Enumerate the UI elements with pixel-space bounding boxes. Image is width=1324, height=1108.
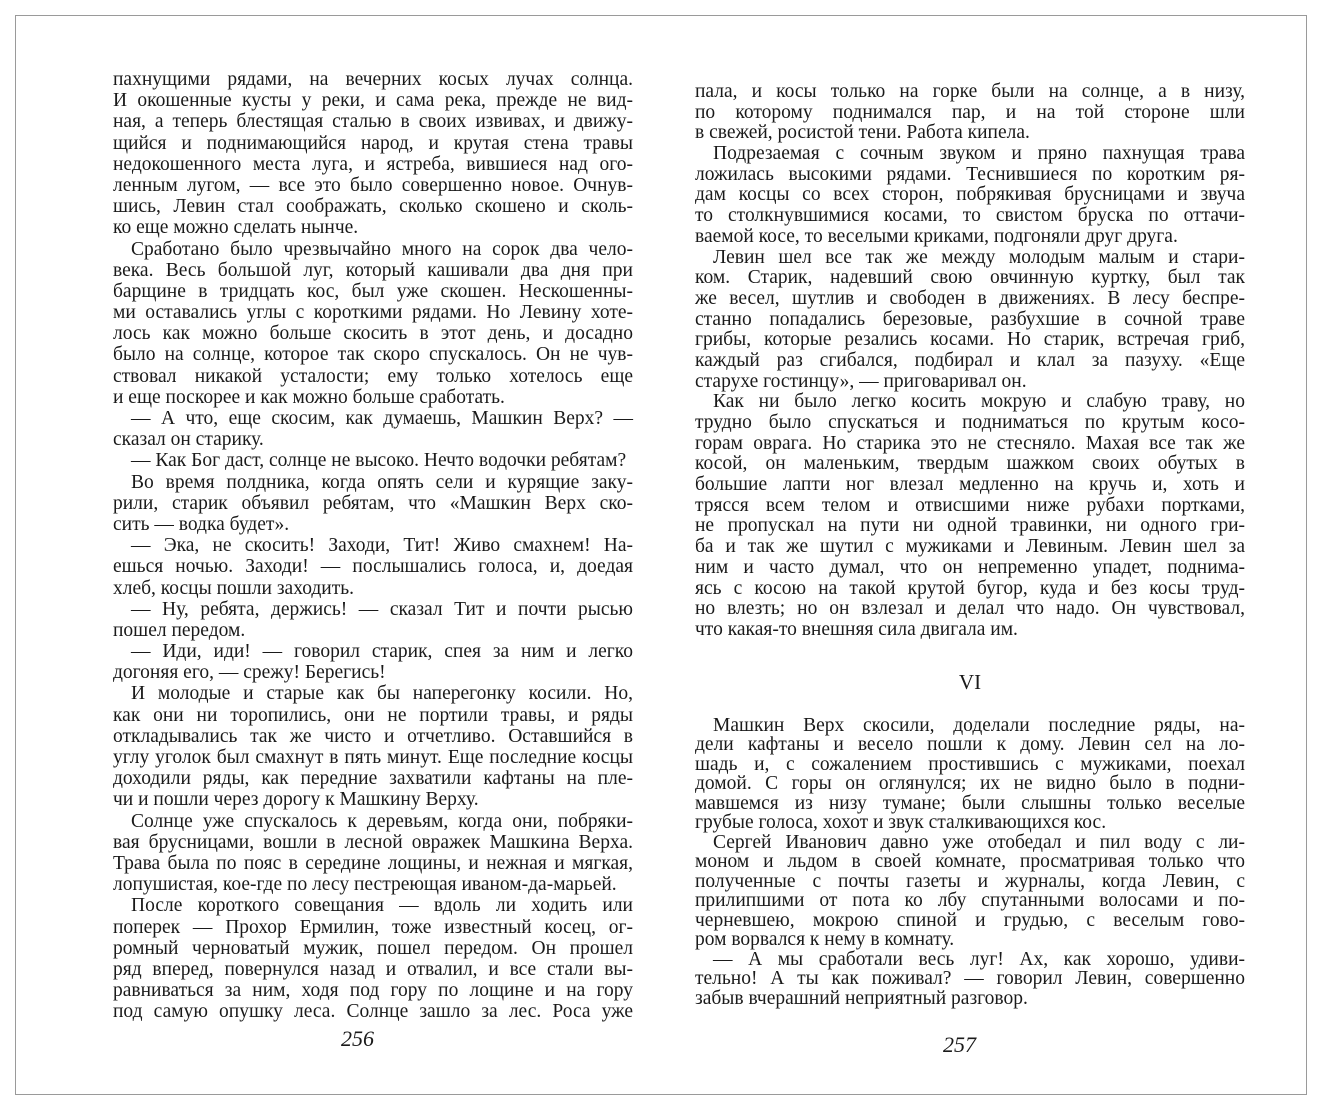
paragraph (695, 392, 1245, 640)
text-line: но влезть; но он взлезал и делал что надо. Он чувствовал, (695, 598, 1245, 620)
text-line: забыв вчерашний неприятный разговор. (695, 987, 1028, 1009)
text-line: — А что, еще скосим, как думаешь, Машкин Верх? — (131, 408, 633, 429)
text-line: углу уголок был смахнут в пять минут. Еще последние косцы (113, 747, 633, 768)
page-number-right: 257 (943, 1032, 976, 1057)
text-line: Солнце уже спускалось к деревьям, когда они, побряки- (131, 810, 633, 832)
paragraph (113, 450, 633, 471)
text-line: После короткого совещания — вдоль ли ходить или (131, 895, 633, 917)
text-line: домой. С горы он оглянулся; их не видно было в подни- (695, 773, 1245, 795)
text-line: Как ни было легко косить мокрую и слабую траву, но (713, 391, 1245, 413)
text-line: мавшемся из низу тумане; были слышны только веселые (695, 792, 1245, 814)
paragraph (113, 408, 633, 450)
paragraph (695, 82, 1245, 144)
text-line: — А мы сработали весь луг! Ах, как хорошо, удиви- (713, 948, 1245, 970)
paragraph (695, 833, 1245, 950)
text-line: станно попадались березовые, разбухшие в сочной траве (695, 308, 1245, 330)
text-line: было на солнце, которое так скоро спускалось. Он не чув- (113, 344, 633, 366)
text-line: трудно было спускаться и подниматься по крутым косо- (695, 412, 1245, 433)
text-line: ложилась высокими рядами. Теснившиеся по коротким ря- (695, 163, 1245, 185)
text-line: дели кафтаны и весело пошли к дому. Левин сел на ло- (695, 734, 1245, 756)
paragraph (695, 950, 1245, 1009)
text-line: ваемой косе, то веселыми криками, подгоняли друг друга. (695, 225, 1178, 247)
paragraph (113, 895, 633, 1022)
text-line: откладывались так же чисто и отчетливо. Оставшийся в (113, 725, 633, 747)
text-line: — Эка, не скосить! Заходи, Тит! Живо смахнем! На- (131, 535, 633, 557)
paragraph (113, 641, 633, 683)
text-line: И окошенные кусты у реки, и сама река, прежде не вид- (113, 90, 633, 112)
text-line: — Иди, иди! — говорил старик, спея за ним и легко (131, 641, 633, 663)
text-line: поперек — Прохор Ермилин, тоже известный косец, ог- (113, 916, 633, 938)
text-line: равниваться за ним, ходя под гору по лощине и на гору (113, 980, 633, 1002)
text-line: чи и пошли через дорогу к Машкину Верху. (113, 789, 479, 811)
text-line: что какая-то внешняя сила двигала им. (695, 618, 1018, 640)
text-line: ромный черноватый мужик, пошел передом. Он прошел (113, 937, 633, 959)
paragraph (113, 472, 633, 536)
text-line: же весел, шутлив и свободен в движениях. В лесу беспре- (695, 287, 1245, 309)
text-line: старухе гостинцу», — приговаривал он. (695, 370, 1027, 392)
paragraph (113, 535, 633, 599)
paragraph (113, 683, 633, 810)
text-line: шадь и, с сожалением простившись с мужиками, поехал (695, 753, 1245, 775)
text-line: ми оставались углы с короткими рядами. Но Левину хоте- (113, 302, 633, 324)
text-line: века. Весь большой луг, который кашивали два дня при (113, 259, 633, 281)
text-line: ствовал никакой усталости; ему только хотелось еще (113, 365, 633, 387)
text-line: шись, Левин стал соображать, сколько скошено и сколь- (113, 196, 633, 218)
text-before-chapter (695, 82, 1245, 641)
text-line: ешься ночью. Заходи! — послышались голоса, и, доедая (113, 556, 633, 578)
text-line: ряд вперед, повернулся назад и отвалил, и все стали вы- (113, 958, 633, 980)
text-line: — Как Бог даст, солнце не высоко. Нечто водочки ребятам? (131, 450, 627, 472)
text-line: доходили ряды, как передние захватили кафтаны на пле- (113, 768, 633, 790)
right-page (695, 82, 1245, 1008)
left-page (113, 69, 633, 1022)
text-line: моном и льдом в своей комнате, просматривая только что (695, 851, 1245, 873)
text-line: как они ни торопились, они не портили травы, и ряды (113, 704, 633, 726)
text-line: трясся всем телом и отвисшими ниже рубахи портками, (695, 494, 1245, 516)
text-line: Сергей Иванович давно уже отобедал и пил воду с ли- (713, 831, 1245, 853)
text-line: Подрезаемая с сочным звуком и пряно пахнущая трава (713, 143, 1245, 165)
text-line: Левин шел все так же между молодым малым и стари- (713, 246, 1245, 268)
text-line: рили, старик объявил ребятам, что «Машкин Верх ско- (113, 492, 633, 514)
text-line: барщине в тридцать кос, был уже скошен. Нескошенны- (113, 280, 633, 302)
paragraph (113, 599, 633, 641)
text-line: по которому поднимался пар, и на той стороне шли (695, 101, 1245, 123)
text-line: ко еще можно сделать нынче. (113, 217, 359, 239)
text-line: ром ворвался к нему в комнату. (695, 929, 955, 951)
text-line: то столкнувшимися косами, то свистом бруска по оттачи- (695, 205, 1245, 227)
text-line: полученные с почты газеты и журналы, когда Левин, с (695, 870, 1245, 892)
text-line: лось как можно больше скосить в этот день, и досадно (113, 323, 633, 345)
text-line: хлеб, косцы пошли заходить. (113, 577, 355, 599)
text-line: Машкин Верх скосили, доделали последние ряды, на- (713, 714, 1245, 736)
paragraph (113, 69, 633, 239)
text-line: ним и часто думал, что он непременно упадет, поднима- (695, 556, 1245, 578)
text-line: в свежей, росистой тени. Работа кипела. (695, 122, 1030, 144)
text-line: Сработано было чрезвычайно много на сорок два чело- (131, 238, 633, 260)
text-line: горам оврага. Но старика это не стесняло. Махая все так же (695, 432, 1245, 454)
text-line: сить — водка будет». (113, 513, 290, 535)
text-line: — Ну, ребята, держись! — сказал Тит и почти рысью (131, 598, 633, 620)
text-line: пахнущими рядами, на вечерних косых лучах солнца. (113, 69, 633, 90)
text-line: догоняя его, — срежу! Берегись! (113, 662, 386, 684)
text-line: пала, и косы только на горке были на солнце, а в низу, (695, 81, 1245, 102)
paragraph (695, 716, 1245, 833)
text-line: большие лапти ног влезал медленно на кручь и, хоть и (695, 474, 1245, 496)
paragraph (113, 239, 633, 409)
text-line: недокошенного места луга, и ястреба, вившиеся над ого- (113, 153, 633, 175)
text-after-chapter (695, 716, 1245, 1009)
text-line: ба и так же шутил с мужиками и Левиным. Левин шел за (695, 536, 1245, 558)
text-line: лопушистая, кое-где по лесу пестреющая иваном-да-марьей. (113, 874, 617, 896)
text-line: И молодые и старые как бы наперегонку косили. Но, (131, 683, 633, 705)
text-line: ясь с косою на такой крутой бугор, куда и без косы труд- (695, 577, 1245, 599)
text-line: ная, а теперь блестящая сталью в своих извивах, и движу- (113, 111, 633, 133)
text-line: не пропускал на пути ни одной травинки, ни одного гри- (695, 515, 1245, 537)
text-line: ком. Старик, надевший свою овчинную куртку, был так (695, 267, 1245, 289)
text-line: каждый раз сгибался, подбирал и клал за пазуху. «Еще (695, 349, 1245, 371)
text-line: дам косцы со всех сторон, побрякивая брусницами и звуча (695, 184, 1245, 206)
paragraph (113, 811, 633, 896)
text-line: и еще поскорее и как можно больше сработать. (113, 386, 505, 408)
text-line: Во время полдника, когда опять сели и курящие заку- (131, 471, 633, 493)
text-line: пошел передом. (113, 619, 246, 641)
text-line: тельно! А ты как поживал? — говорил Левин, совершенно (695, 968, 1245, 990)
text-line: грибы, которые резались косами. Но старик, встречая гриб, (695, 329, 1245, 351)
text-line: косой, он маленьким, твердым шажком своих обутых в (695, 453, 1245, 475)
text-line: сказал он старику. (113, 429, 264, 451)
chapter-heading: VI (958, 669, 982, 694)
text-line: щийся и поднимающийся народ, и крутая стена травы (113, 132, 633, 154)
text-line: ленным лугом, — все это было совершенно новое. Очнув- (113, 174, 633, 196)
paragraph (695, 144, 1245, 247)
paragraph (695, 248, 1245, 393)
text-line: Трава была по пояс в середине лощины, и нежная и мягкая, (113, 852, 633, 874)
text-line: под самую опушку леса. Солнце зашло за лес. Роса уже (113, 1001, 633, 1023)
page-number-left: 256 (341, 1026, 374, 1051)
text-line: грубые голоса, хохот и звук сталкивающихся кос. (695, 812, 1107, 834)
text-line: вая брусницами, вошли в лесной овражек Машкина Верха. (113, 831, 633, 853)
text-line: черневшею, мокрою спиной и грудью, с веселым гово- (695, 909, 1245, 931)
text-line: прилипшими от пота ко лбу спутанными волосами и по- (695, 890, 1245, 912)
